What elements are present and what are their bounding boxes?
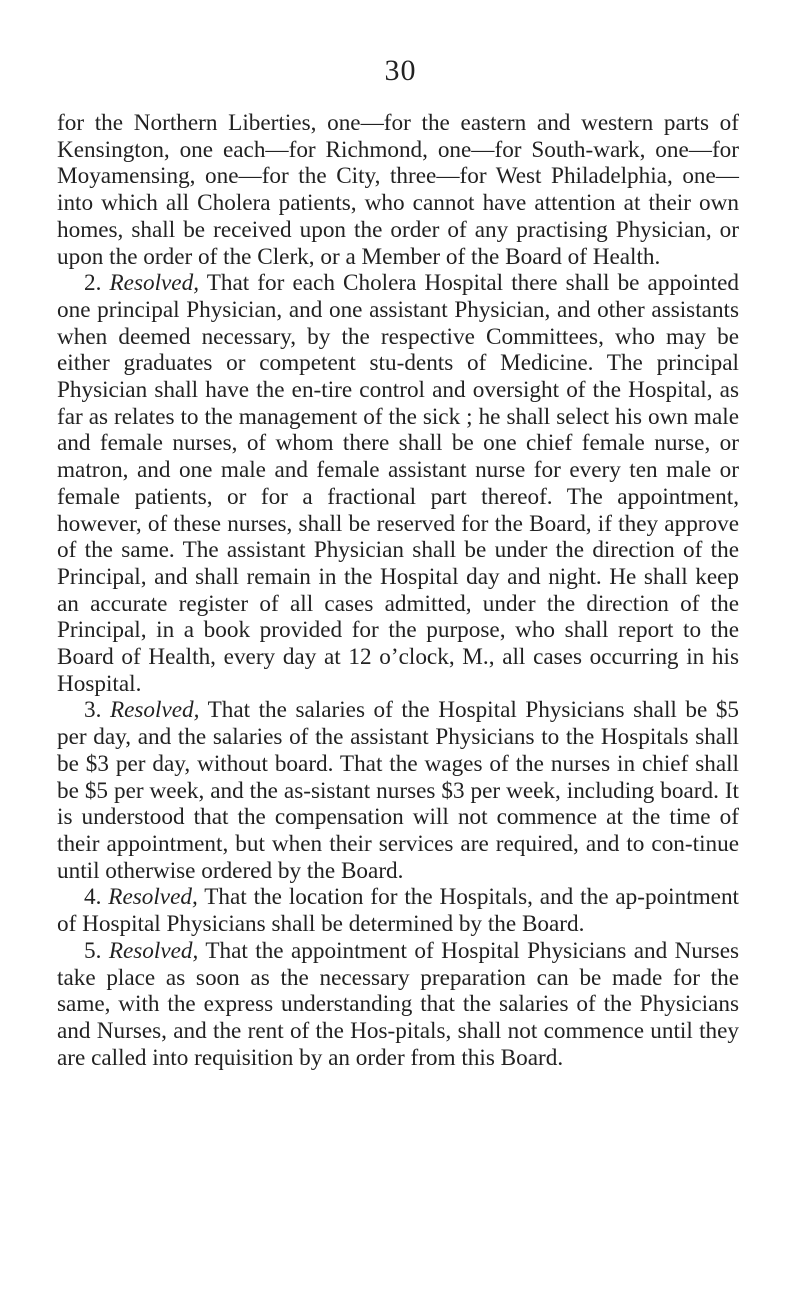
paragraph-number: 5. <box>84 937 102 964</box>
resolution-3 <box>57 697 739 884</box>
paragraph-number: 3. <box>84 697 102 724</box>
resolution-4 <box>57 884 739 937</box>
paragraph-continuation <box>57 110 739 270</box>
paragraph-number: 2. <box>84 270 102 297</box>
resolved-lead: Resolved, <box>108 884 198 911</box>
paragraph-number: 4. <box>84 884 102 911</box>
resolution-5 <box>57 938 739 1072</box>
resolved-lead: Resolved, <box>109 270 199 297</box>
paragraph-text: That the salaries of the Hospital Physicians shall be $5 per day, and the salaries of the assistant Physicians to the Hospitals shall be $3 per day, without board. That the wages of the nurses in chief shall be $5 per week, and the as-sistant nurses $3 per week, including board. It is understood that the compensation will not commence at the time of their appointment, but when their services are required, and to con-tinue until otherwise ordered by the Board. <box>57 697 740 884</box>
document-body <box>57 110 739 1071</box>
page-number: 30 <box>384 54 417 87</box>
paragraph-text: for the Northern Liberties, one—for the eastern and western parts of Kensington, one each—for Richmond, one—for South-wark, one—for Moyamensing, one—for the City, three—for West Philadelphia, one—into which all Cholera patients, who cannot have attention at their own homes, shall be received upon the order of any practising Physician, or upon the order of the Clerk, or a Member of the Board of Health. <box>57 110 739 270</box>
paragraph-text: That for each Cholera Hospital there shall be appointed one principal Physician, and one assistant Physician, and other assistants when deemed necessary, by the respective Committees, who may be either graduates or competent stu-dents of Medicine. The principal Physician shall have the en-tire control and oversight of the Hospital, as far as relates to the management of the sick ; he shall select his own male and female nurses, of whom there shall be one chief female nurse, or matron, and one male and female assistant nurse for every ten male or female patients, or for a fractional part thereof. The appointment, however, of these nurses, shall be reserved for the Board, if they approve of the same. The assistant Physician shall be under the direction of the Principal, and shall remain in the Hospital day and night. He shall keep an accurate register of all cases admitted, under the direction of the Principal, in a book provided for the purpose, who shall report to the Board of Health, every day at 12 o’clock, M., all cases occurring in his Hospital. <box>57 270 739 697</box>
paragraph-text: That the appointment of Hospital Physicians and Nurses take place as soon as the necessary preparation can be made for the same, with the express understanding that the salaries of the Physicians and Nurses, and the rent of the Hos-pitals, shall not commence until they are called into requisition by an order from this Board. <box>57 937 740 1071</box>
paragraph-text: That the location for the Hospitals, and the ap-pointment of Hospital Physicians shall be determined by the Board. <box>57 884 740 938</box>
resolution-2 <box>57 270 739 697</box>
resolved-lead: Resolved, <box>109 697 200 724</box>
resolved-lead: Resolved, <box>108 937 199 964</box>
